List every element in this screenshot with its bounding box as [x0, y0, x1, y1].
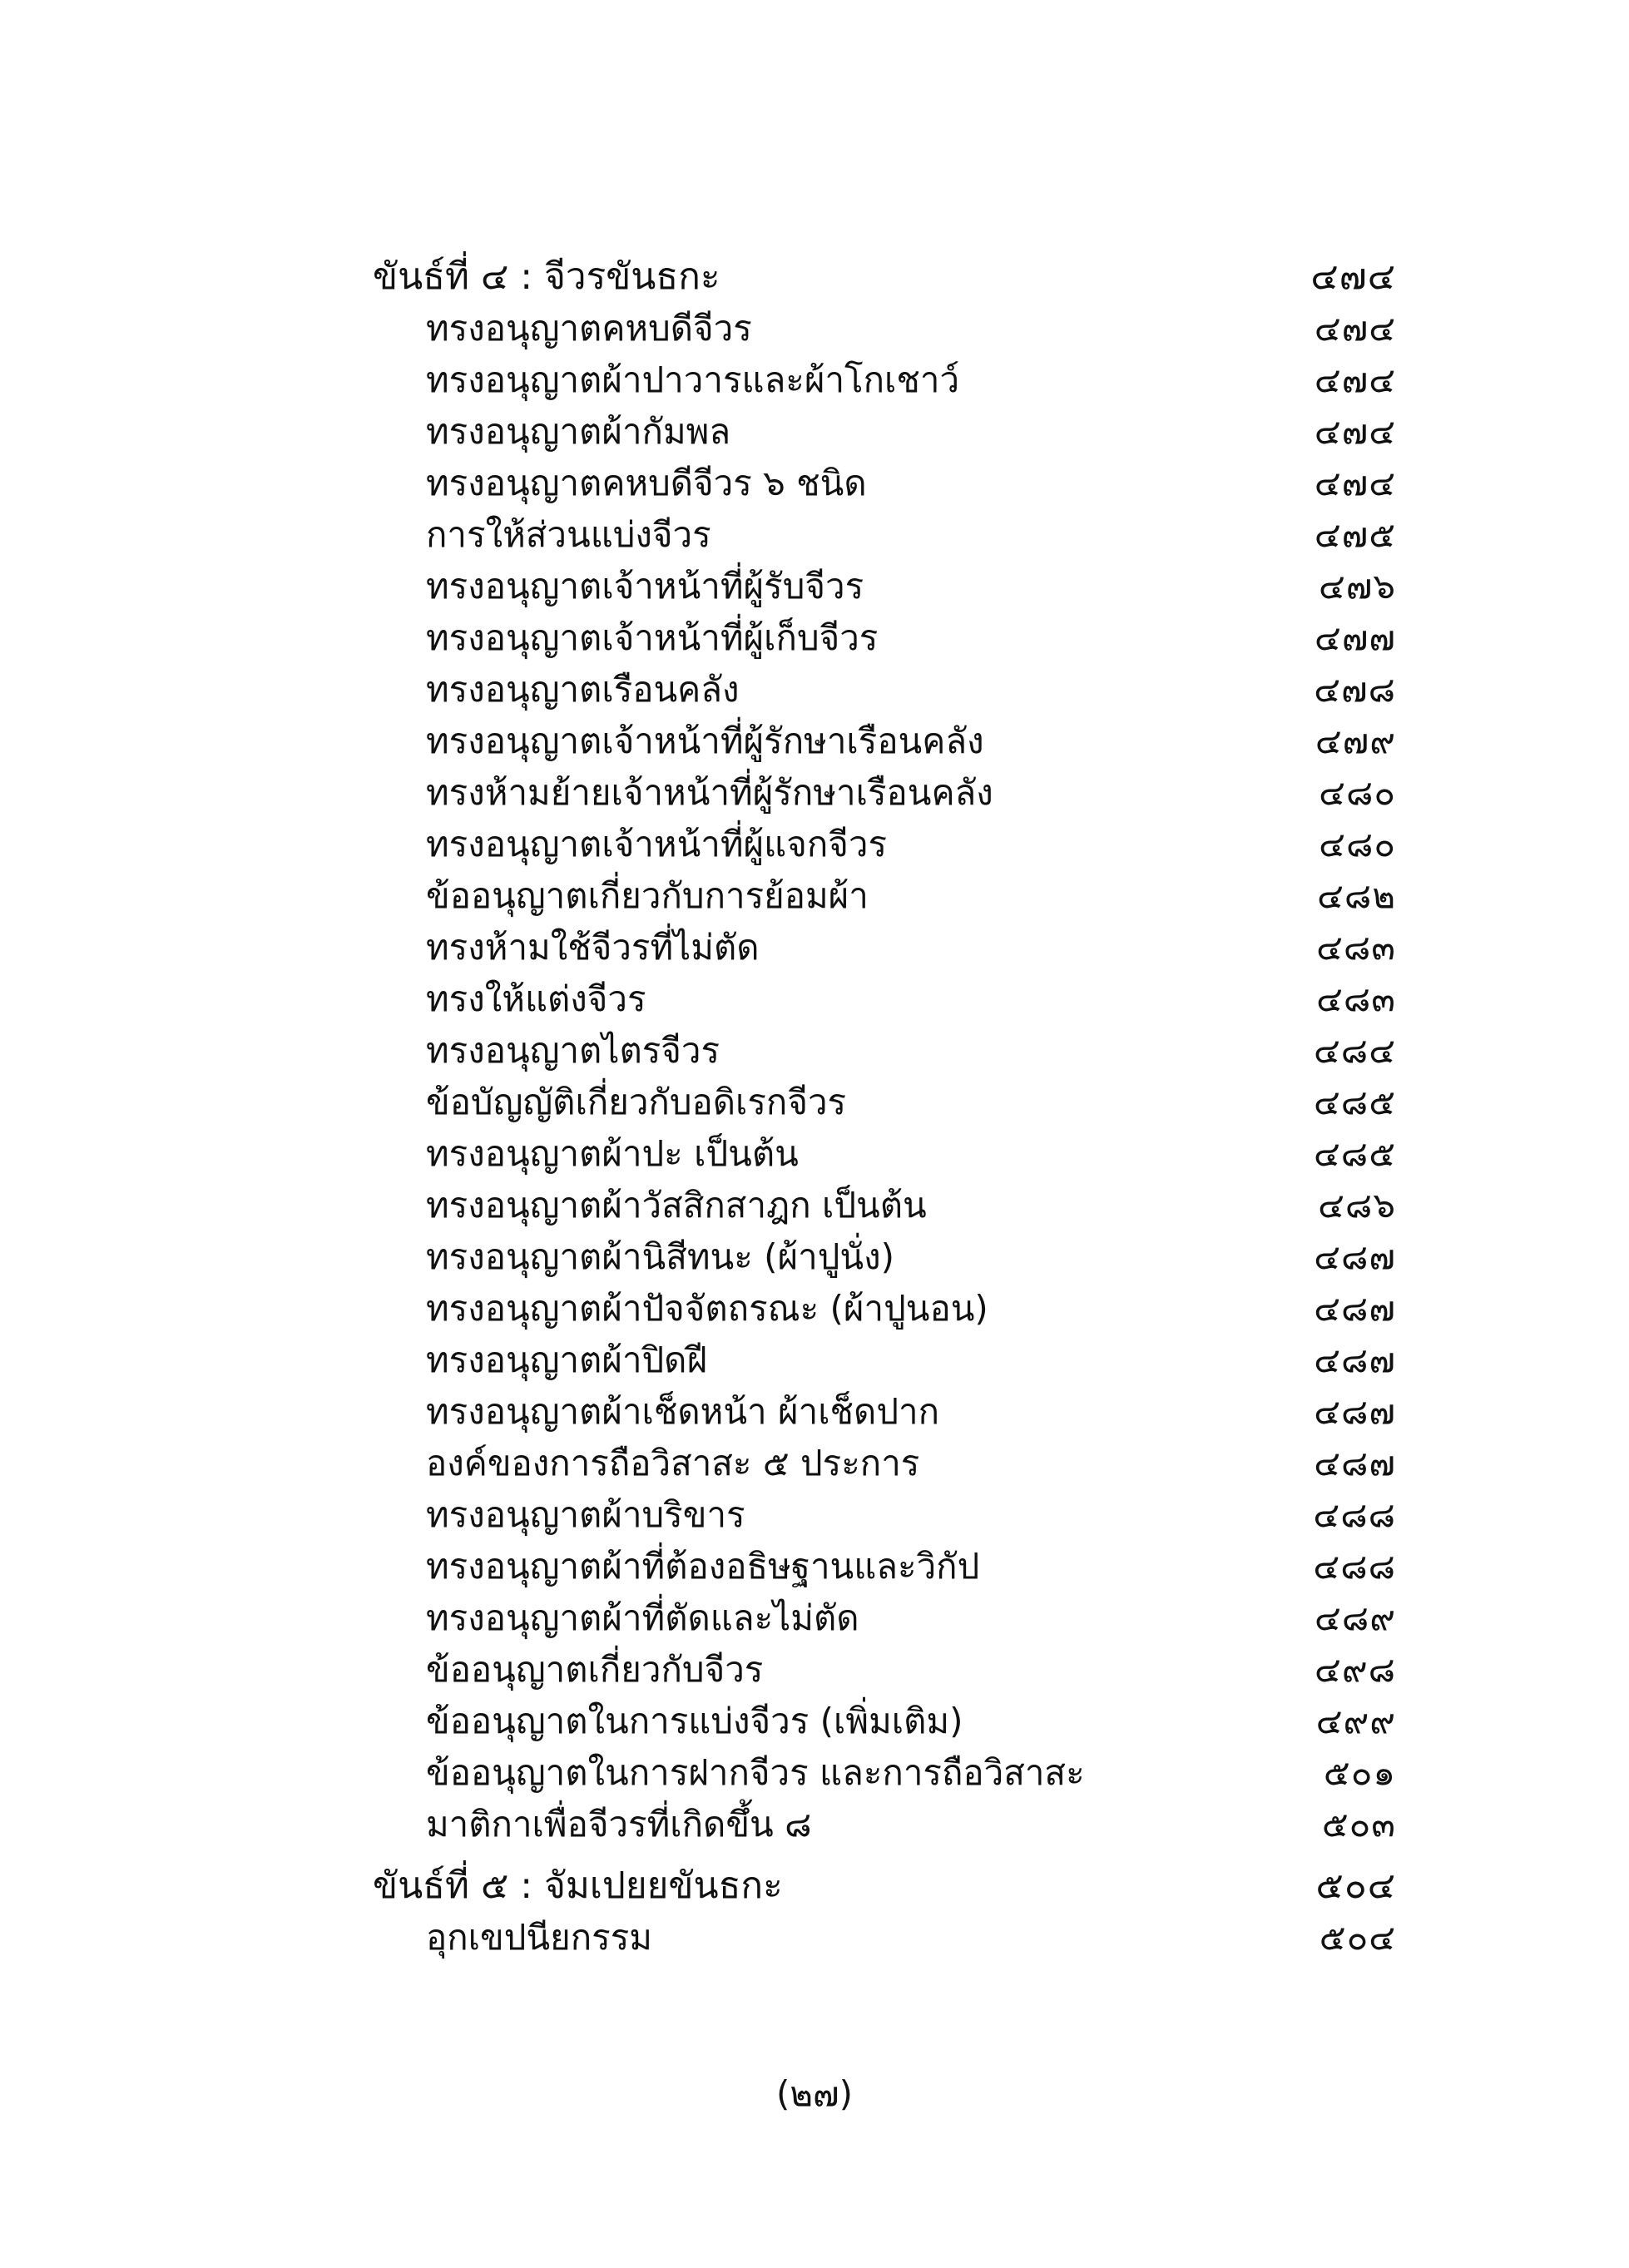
entry-title: ทรงอนุญาตผ้ากัมพล: [426, 411, 731, 452]
chapter-page-number: ๔๗๔: [1310, 255, 1396, 298]
entry-title: ทรงอนุญาตเจ้าหน้าที่ผู้รับจีวร: [426, 566, 864, 607]
toc-entry: [373, 1912, 1396, 1963]
entry-page-number: ๔๗๘: [1314, 669, 1396, 710]
toc-entry: [373, 303, 1396, 354]
entry-page-number: ๔๙๘: [1315, 1649, 1396, 1690]
toc-entry: [373, 1747, 1396, 1799]
toc-entry: [373, 767, 1396, 819]
entry-title: ทรงอนุญาตไตรจีวร: [426, 1030, 720, 1071]
entry-page-number: ๔๗๗: [1315, 617, 1396, 658]
toc-entry: [373, 1077, 1396, 1128]
toc-entry: [373, 1283, 1396, 1335]
entry-title: ทรงให้แต่งจีวร: [426, 978, 646, 1019]
toc-entry: [373, 354, 1396, 406]
entry-title: ทรงอนุญาตผ้าปิดฝี: [426, 1340, 708, 1380]
toc-entry: [373, 664, 1396, 716]
entry-page-number: ๕๐๓: [1321, 1804, 1396, 1845]
toc-entry: [373, 973, 1396, 1025]
entry-page-number: ๔๗๖: [1318, 566, 1396, 607]
toc-entry: [373, 1025, 1396, 1077]
entry-title: การให้ส่วนแบ่งจีวร: [426, 514, 711, 555]
entry-title: ข้ออนุญาตเกี่ยวกับการย้อมผ้า: [426, 875, 869, 916]
entry-title: มาติกาเพื่อจีวรที่เกิดขึ้น ๘: [426, 1804, 812, 1845]
entry-page-number: ๔๘๐: [1319, 824, 1396, 864]
entry-page-number: ๔๘๗: [1314, 1236, 1396, 1277]
toc-entry: [373, 1180, 1396, 1231]
entry-title: ทรงอนุญาตผ้าที่ต้องอธิษฐานและวิกัป: [426, 1546, 980, 1587]
entry-page-number: ๔๗๔: [1314, 411, 1396, 452]
chapter-page-number: ๕๐๔: [1315, 1864, 1396, 1907]
entry-title: ทรงอนุญาตผ้าปาวารและผ้าโกเชาว์: [426, 359, 960, 400]
chapter-heading: [373, 1860, 1396, 1912]
entry-title: ทรงอนุญาตผ้าปัจจัตถรณะ (ผ้าปูนอน): [426, 1288, 988, 1329]
toc-entry: [373, 1489, 1396, 1541]
entry-title: ทรงอนุญาตผ้าวัสสิกสาฎก เป็นต้น: [426, 1185, 927, 1226]
entry-title: ข้อบัญญัติเกี่ยวกับอดิเรกจีวร: [426, 1082, 847, 1122]
entry-page-number: ๔๘๔: [1314, 1030, 1396, 1071]
entry-page-number: ๔๘๖: [1318, 1185, 1396, 1226]
entry-page-number: ๔๗๙: [1315, 721, 1396, 761]
entry-page-number: ๔๙๙: [1315, 1701, 1396, 1741]
toc-entry: [373, 1231, 1396, 1283]
toc-entry: [373, 922, 1396, 973]
toc-entry: [373, 1799, 1396, 1850]
entry-title: ข้ออนุญาตในการแบ่งจีวร (เพิ่มเติม): [426, 1701, 963, 1741]
toc-entry: [373, 1438, 1396, 1489]
entry-page-number: ๔๘๓: [1316, 927, 1396, 968]
entry-title: องค์ของการถือวิสาสะ ๕ ประการ: [426, 1443, 920, 1483]
entry-page-number: ๔๘๒: [1317, 875, 1396, 916]
entry-title: ทรงอนุญาตคหบดีจีวร ๖ ชนิด: [426, 463, 867, 503]
toc-entry: [373, 458, 1396, 509]
chapter-title: ขันธ์ที่ ๕ : จัมเปยยขันธกะ: [373, 1864, 783, 1907]
table-of-contents: [373, 251, 1396, 1963]
toc-entry: [373, 509, 1396, 561]
entry-title: ทรงอนุญาตผ้าที่ตัดและไม่ตัด: [426, 1597, 859, 1638]
entry-page-number: ๔๘๕: [1314, 1133, 1396, 1174]
entry-page-number: ๔๗๔: [1314, 308, 1396, 349]
entry-title: ข้ออนุญาตเกี่ยวกับจีวร: [426, 1649, 764, 1690]
entry-title: ทรงอนุญาตผ้านิสีทนะ (ผ้าปูนั่ง): [426, 1236, 895, 1277]
entry-title: ทรงอนุญาตเรือนคลัง: [426, 669, 740, 710]
toc-entry: [373, 819, 1396, 870]
toc-entry: [373, 1335, 1396, 1386]
page-number: (๒๗): [775, 2073, 854, 2114]
entry-page-number: ๔๘๓: [1316, 978, 1396, 1019]
entry-page-number: ๔๘๙: [1315, 1597, 1396, 1638]
entry-page-number: ๕๐๔: [1319, 1917, 1396, 1958]
entry-page-number: ๔๗๔: [1314, 359, 1396, 400]
entry-title: ทรงห้ามใช้จีวรที่ไม่ตัด: [426, 927, 760, 968]
entry-page-number: ๔๘๘: [1313, 1546, 1396, 1587]
toc-entry: [373, 612, 1396, 664]
entry-title: อุกเขปนียกรรม: [426, 1917, 652, 1958]
entry-title: ทรงอนุญาตผ้าบริขาร: [426, 1494, 745, 1535]
entry-page-number: ๔๘๘: [1313, 1494, 1396, 1535]
entry-page-number: ๔๘๐: [1319, 772, 1396, 813]
toc-entry: [373, 716, 1396, 767]
toc-entry: [373, 1541, 1396, 1592]
entry-page-number: ๔๗๔: [1314, 463, 1396, 503]
toc-entry: [373, 1386, 1396, 1438]
entry-title: ทรงอนุญาตเจ้าหน้าที่ผู้แจกจีวร: [426, 824, 888, 864]
entry-title: ทรงห้ามย้ายเจ้าหน้าที่ผู้รักษาเรือนคลัง: [426, 772, 993, 813]
entry-page-number: ๔๘๗: [1314, 1391, 1396, 1432]
entry-page-number: ๔๘๕: [1314, 1082, 1396, 1122]
chapter-heading: [373, 251, 1396, 303]
toc-entry: [373, 1592, 1396, 1644]
entry-title: ข้ออนุญาตในการฝากจีวร และการถือวิสาสะ: [426, 1752, 1085, 1793]
entry-page-number: ๔๘๗: [1314, 1443, 1396, 1483]
toc-entry: [373, 1696, 1396, 1747]
toc-entry: [373, 1644, 1396, 1696]
entry-page-number: ๔๘๗: [1314, 1288, 1396, 1329]
entry-page-number: ๔๘๗: [1314, 1340, 1396, 1380]
entry-title: ทรงอนุญาตผ้าเช็ดหน้า ผ้าเช็ดปาก: [426, 1391, 939, 1432]
entry-title: ทรงอนุญาตคหบดีจีวร: [426, 308, 752, 349]
entry-title: ทรงอนุญาตผ้าปะ เป็นต้น: [426, 1133, 799, 1174]
toc-entry: [373, 406, 1396, 458]
entry-title: ทรงอนุญาตเจ้าหน้าที่ผู้รักษาเรือนคลัง: [426, 721, 984, 761]
toc-entry: [373, 870, 1396, 922]
entry-page-number: ๕๐๑: [1323, 1752, 1396, 1793]
toc-entry: [373, 1128, 1396, 1180]
chapter-title: ขันธ์ที่ ๔ : จีวรขันธกะ: [373, 255, 720, 298]
entry-page-number: ๔๗๕: [1314, 514, 1396, 555]
entry-title: ทรงอนุญาตเจ้าหน้าที่ผู้เก็บจีวร: [426, 617, 879, 658]
toc-entry: [373, 561, 1396, 612]
